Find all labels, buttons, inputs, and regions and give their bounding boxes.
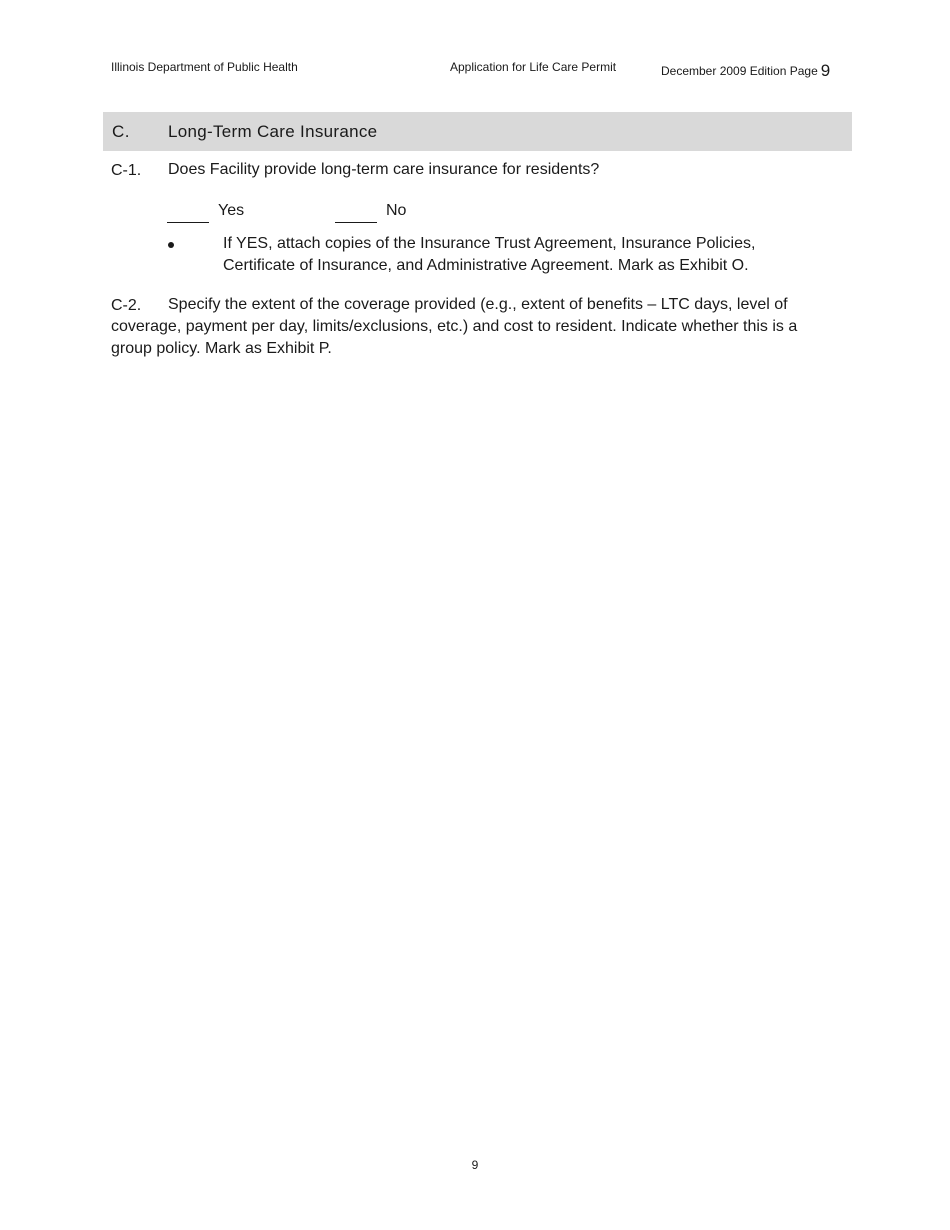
yes-answer-blank[interactable] (167, 222, 209, 223)
no-option-label: No (386, 202, 407, 219)
edition-info (661, 60, 830, 80)
edition-text: December 2009 Edition Page (661, 64, 818, 78)
page-header (111, 58, 851, 78)
c1-instruction-line-2: Certificate of Insurance, and Administrative Agreement. Mark as Exhibit O. (223, 257, 749, 274)
department-name: Illinois Department of Public Health (111, 60, 298, 74)
section-letter: C. (112, 122, 130, 141)
question-c2-line-3: group policy. Mark as Exhibit P. (111, 340, 332, 357)
question-c1-text: Does Facility provide long-term care insurance for residents? (168, 161, 600, 178)
section-title: Long-Term Care Insurance (168, 122, 378, 141)
footer-page-number: 9 (471, 1158, 479, 1172)
question-c2-label: C-2. (111, 297, 142, 314)
question-c2-line-1: Specify the extent of the coverage provided (e.g., extent of benefits – LTC days, level of (168, 296, 788, 313)
question-c2-line-2: coverage, payment per day, limits/exclusions, etc.) and cost to resident. Indicate whether this is a (111, 318, 798, 335)
header-page-number: 9 (820, 61, 831, 80)
application-title: Application for Life Care Permit (450, 60, 617, 74)
bullet-icon (168, 242, 174, 248)
yes-option-label: Yes (218, 202, 245, 219)
question-c1-label: C-1. (111, 162, 142, 179)
no-answer-blank[interactable] (335, 222, 377, 223)
section-heading-bar (103, 112, 852, 151)
c1-instruction-line-1: If YES, attach copies of the Insurance Trust Agreement, Insurance Policies, (223, 235, 756, 252)
